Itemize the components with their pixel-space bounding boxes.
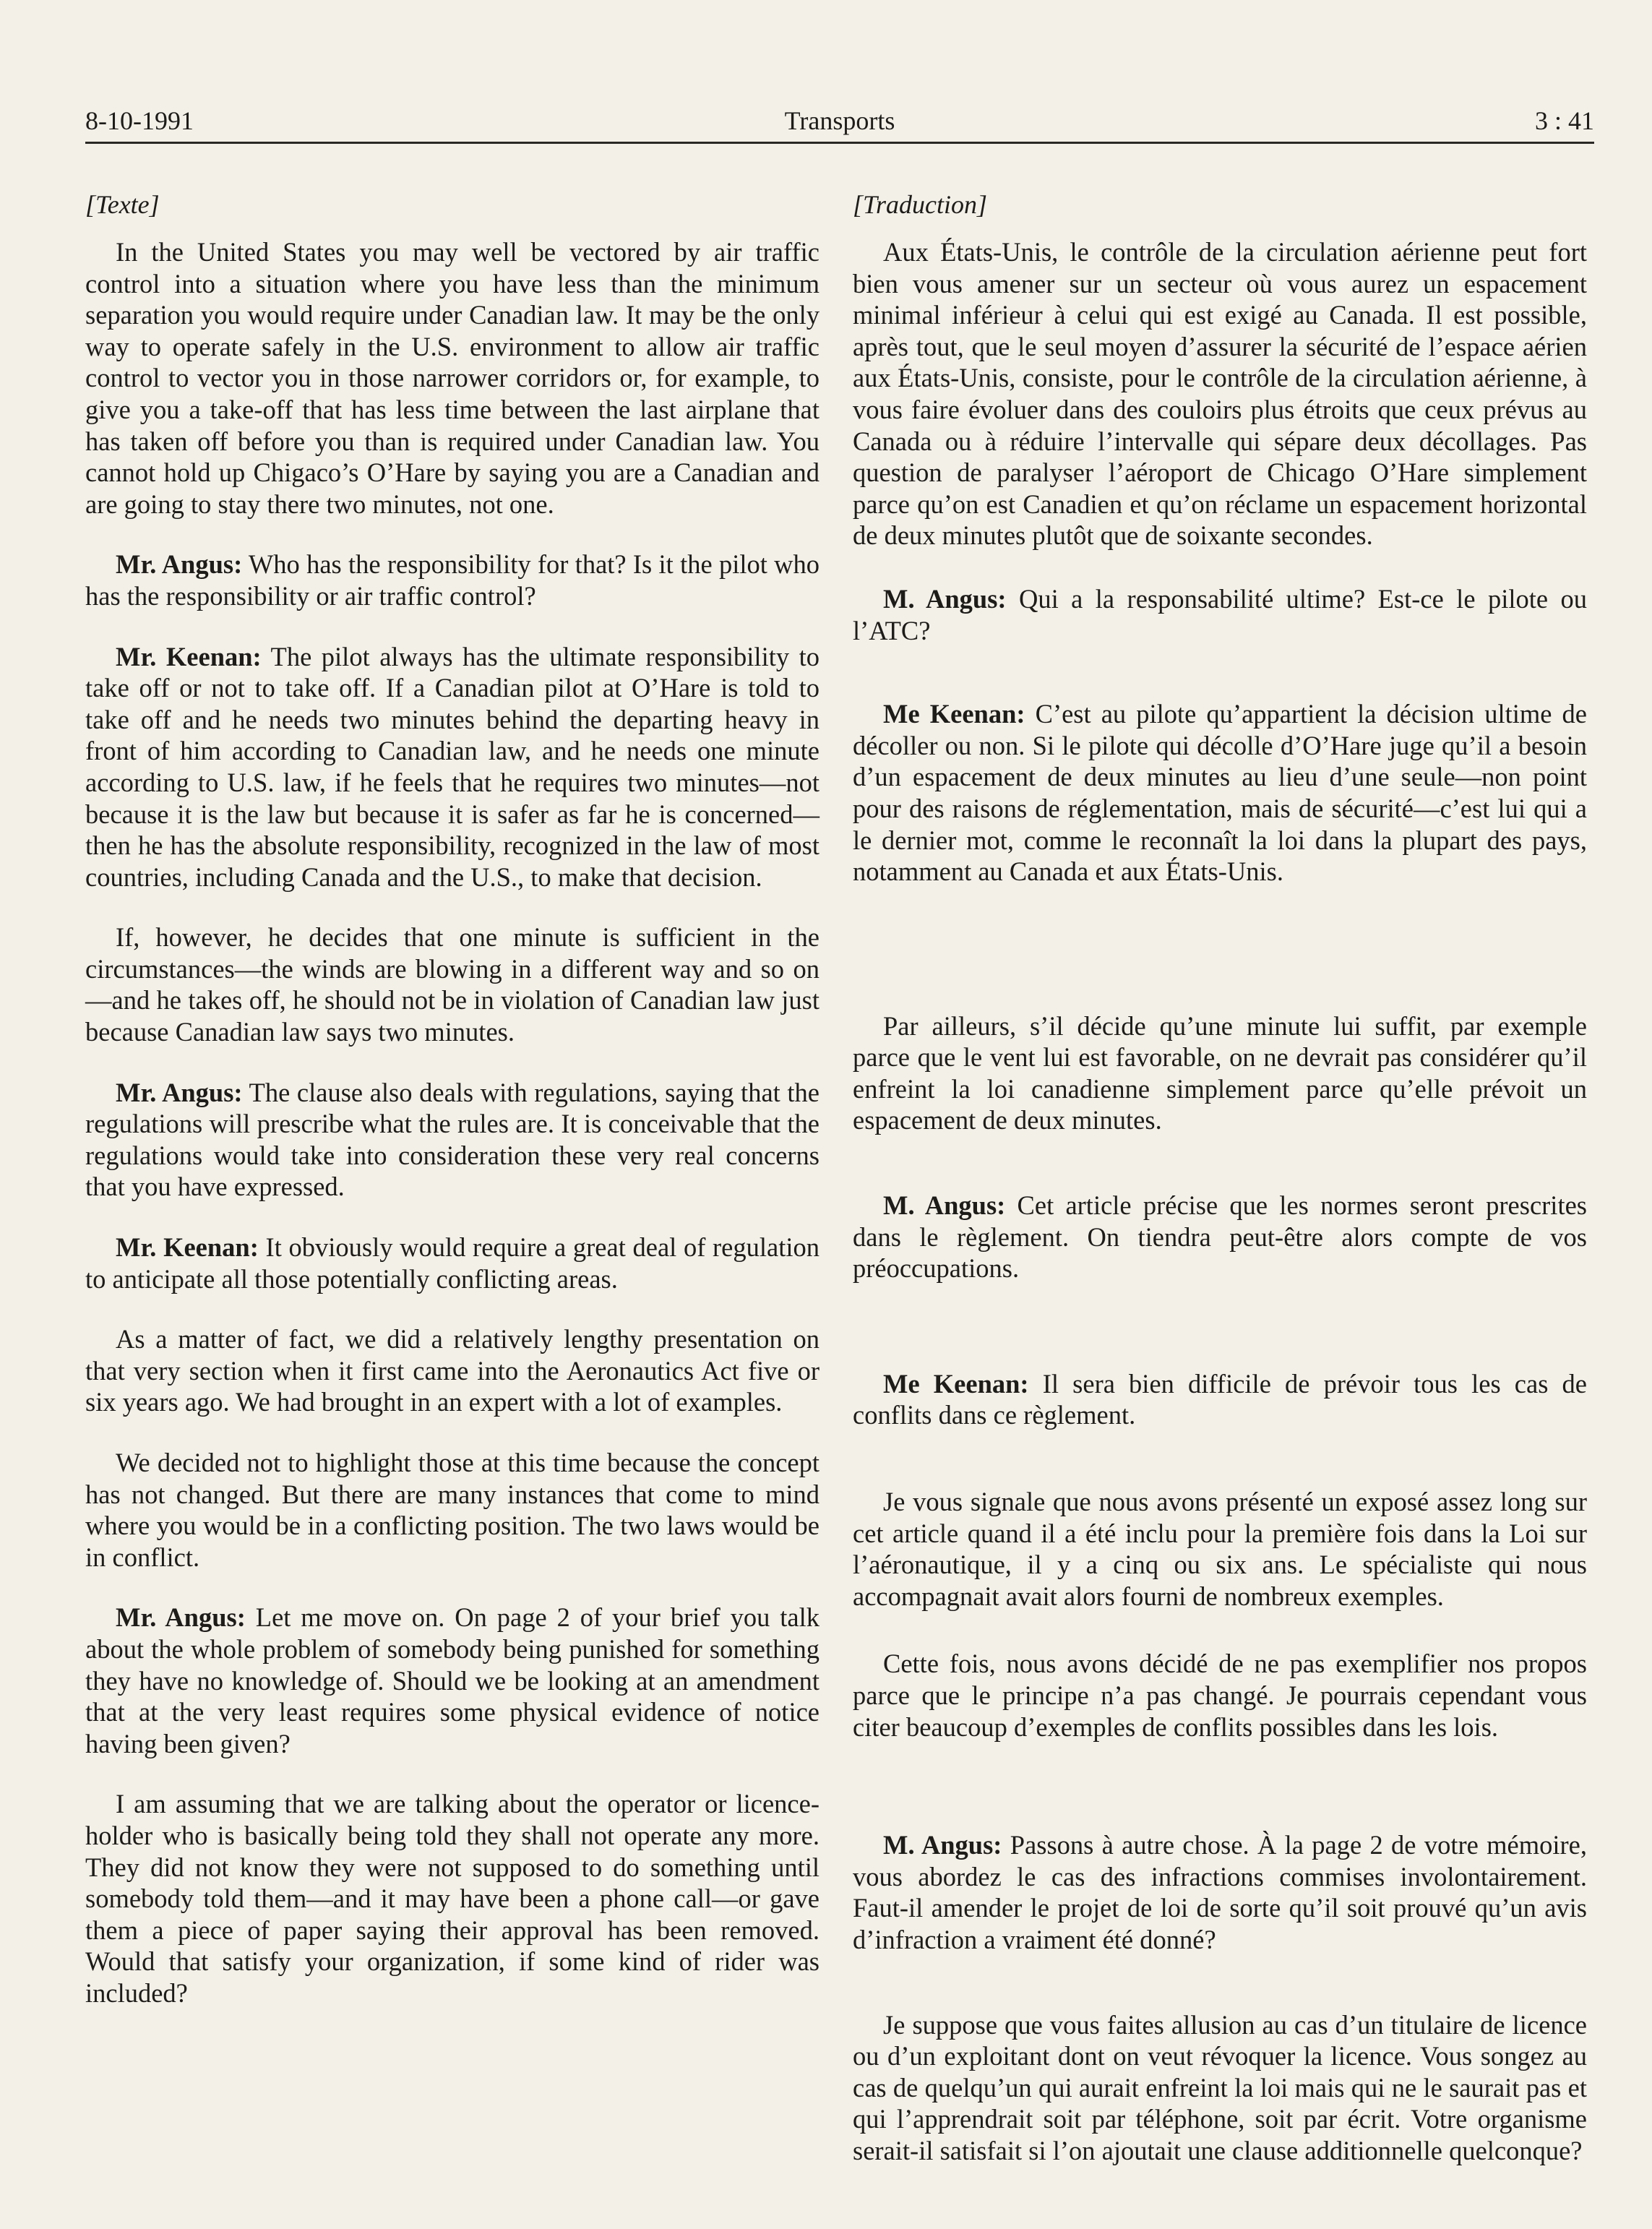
paragraph xyxy=(853,1829,1587,1955)
paragraph-text: Cette fois, nous avons décidé de ne pas exemplifier nos propos parce que le principe n’a pas changé. Je pourrais cependant vous citer beaucoup d’exemples de conflits possibles dans les lois. xyxy=(853,1649,1587,1742)
english-column xyxy=(85,184,819,2009)
paragraph-text: C’est au pilote qu’appartient la décision ultime de décoller ou non. Si le pilote qui décolle d’O’Hare juge qu’il a besoin d’un espacement de deux minutes au lieu d’une seule—non point pour des raisons de réglementation, mais de sécurité—c’est lui qui a le dernier mot, comme le reconnaît la loi dans la plupart des pays, notamment au Canada et aux États-Unis. xyxy=(853,699,1587,887)
paragraph xyxy=(85,641,819,893)
french-column xyxy=(853,184,1587,2167)
paragraph-text: If, however, he decides that one minute is sufficient in the circumstances—the winds are blowing in a different way and so on—and he takes off, he should not be in violation of Canadian law just because Canadian law says two minutes. xyxy=(85,922,819,1047)
english-column-label: [Texte] xyxy=(85,190,160,219)
paragraph xyxy=(853,1368,1587,1431)
paragraph xyxy=(853,1486,1587,1612)
paragraph-text: Qui a la responsabilité ultime? Est-ce le pilote ou l’ATC? xyxy=(853,583,1587,645)
paragraph-text: We decided not to highlight those at this time because the concept has not changed. But there are many instances that come to mind where you would be in a conflicting position. The two laws would be in conflict. xyxy=(85,1448,819,1572)
paragraph xyxy=(85,922,819,1047)
paragraph xyxy=(853,1648,1587,1743)
paragraph xyxy=(853,236,1587,551)
paragraph-text: The pilot always has the ultimate responsibility to take off or not to take off. If a Canadian pilot at O’Hare is told to take off and he needs two minutes behind the departing heavy in front of him according to Canadian law, and he needs one minute according to U.S. law, if he feels that he requires two minutes—not because it is the law but because it is safer as far he is concerned—then he has the absolute responsibility, recognized in the law of most countries, including Canada and the U.S., to make that decision. xyxy=(85,641,819,892)
paragraph xyxy=(853,1010,1587,1136)
paragraph-text: Cet article précise que les normes seront prescrites dans le règlement. On tiendra peut-être alors compte de vos préoccupations. xyxy=(853,1190,1587,1284)
paragraph xyxy=(853,1190,1587,1284)
header-page-number: 3 : 41 xyxy=(1534,106,1594,135)
paragraph xyxy=(85,1447,819,1573)
speaker-name: Mr. Angus: xyxy=(116,549,243,580)
paragraph-text: Aux États-Unis, le contrôle de la circulation aérienne peut fort bien vous amener sur un secteur où vous aurez un espacement minimal inférieur à celui qui est exigé au Canada. Il est possible, après tout, que le seul moyen d’assurer la sécurité de l’espace aérien aux États-Unis, consiste, pour le contrôle de la circulation aérienne, à vous faire évoluer dans des couloirs plus étroits que ceux prévus au Canada ou à réduire l’intervalle qui sépare deux décollages. Pas question de paralyser l’aéroport de Chicago O’Hare simplement parce qu’on est Canadien et qu’on réclame un espacement horizontal de deux minutes plutôt que de soixante secondes. xyxy=(853,237,1587,551)
paragraph-text: Il sera bien difficile de prévoir tous les cas de conflits dans ce règlement. xyxy=(853,1368,1588,1430)
speaker-name: Mr. Angus: xyxy=(116,1602,246,1633)
speaker-name: Me Keenan: xyxy=(883,699,1025,729)
paragraph-text: It obviously would require a great deal of regulation to anticipate all those potentially conflicting areas. xyxy=(85,1232,819,1294)
paragraph-text: Passons à autre chose. À la page 2 de votre mémoire, vous abordez le cas des infractions commises involontairement. Faut-il amender le projet de loi de sorte qu’il soit prouvé qu’un avis d’infraction a vraiment été donné? xyxy=(853,1830,1587,1954)
paragraph xyxy=(85,1788,819,2009)
header-date: 8-10-1991 xyxy=(85,106,194,135)
paragraph-text: As a matter of fact, we did a relatively lengthy presentation on that very section when it first came into the Aeronautics Act five or six years ago. We had brought in an expert with a lot of examples. xyxy=(85,1324,819,1417)
paragraph xyxy=(85,1602,819,1759)
paragraph-text: Par ailleurs, s’il décide qu’une minute lui suffit, par exemple parce que le vent lui est favorable, on ne devrait pas considérer qu’il enfreint la loi canadienne simplement parce qu’elle prévoit un espacement de deux minutes. xyxy=(853,1010,1587,1135)
header-section-title: Transports xyxy=(784,106,895,135)
speaker-name: M. Angus: xyxy=(883,583,1007,614)
french-column-label: [Traduction] xyxy=(853,190,988,219)
paragraph xyxy=(85,549,819,611)
speaker-name: M. Angus: xyxy=(883,1830,1002,1860)
speaker-name: Mr. Keenan: xyxy=(116,1232,259,1263)
paragraph-text: I am assuming that we are talking about the operator or licence-holder who is basically being told they shall not operate any more. They did not know they were not supposed to do something until somebody told them—and it may have been a phone call—or gave them a piece of paper saying their approval has been removed. Would that satisfy your organization, if some kind of rider was included? xyxy=(85,1789,819,2008)
paragraph-text: Who has the responsibility for that? Is it the pilot who has the responsibility or air traffic control? xyxy=(85,549,819,611)
paragraph xyxy=(853,583,1587,646)
paragraph-text: In the United States you may well be vectored by air traffic control into a situation where you have less than the minimum separation you would require under Canadian law. It may be the only way to operate safely in the U.S. environment to allow air traffic control to vector you in those narrower corridors or, for example, to give you a take-off that has less time between the last airplane that has taken off before you than is required under Canadian law. You cannot hold up Chigaco’s O’Hare by saying you are a Canadian and are going to stay there two minutes, not one. xyxy=(85,237,819,519)
page-header xyxy=(85,97,1594,144)
paragraph xyxy=(85,236,819,520)
speaker-name: Me Keenan: xyxy=(883,1368,1029,1399)
speaker-name: Mr. Keenan: xyxy=(116,641,262,671)
speaker-name: M. Angus: xyxy=(883,1190,1006,1221)
speaker-name: Mr. Angus: xyxy=(116,1077,243,1107)
paragraph-text: Let me move on. On page 2 of your brief you talk about the whole problem of somebody being punished for something they have no knowledge of. Should we be looking at an amendment that at the very least requires some physical evidence of notice having been given? xyxy=(85,1602,819,1758)
paragraph-text: The clause also deals with regulations, saying that the regulations will prescribe what the rules are. It is conceivable that the regulations would take into consideration these very real concerns that you have expressed. xyxy=(85,1077,819,1202)
paragraph xyxy=(853,698,1587,888)
paragraph-text: Je suppose que vous faites allusion au cas d’un titulaire de licence ou d’un exploitant dont on veut révoquer la licence. Vous songez au cas de quelqu’un qui aurait enfreint la loi mais qui ne le saurait pas et qui l’apprendrait soit par téléphone, soit par écrit. Votre organisme serait-il satisfait si l’on ajoutait une clause additionnelle quelconque? xyxy=(853,2009,1587,2165)
paragraph xyxy=(85,1077,819,1203)
paragraph xyxy=(85,1232,819,1294)
paragraph xyxy=(853,2009,1587,2167)
paragraph-text: Je vous signale que nous avons présenté un exposé assez long sur cet article quand il a été inclu pour la première fois dans la Loi sur l’aéronautique, il y a cinq ou six ans. Le spécialiste qui nous accompagnait avait alors fourni de nombreux exemples. xyxy=(853,1487,1587,1611)
paragraph xyxy=(85,1323,819,1418)
